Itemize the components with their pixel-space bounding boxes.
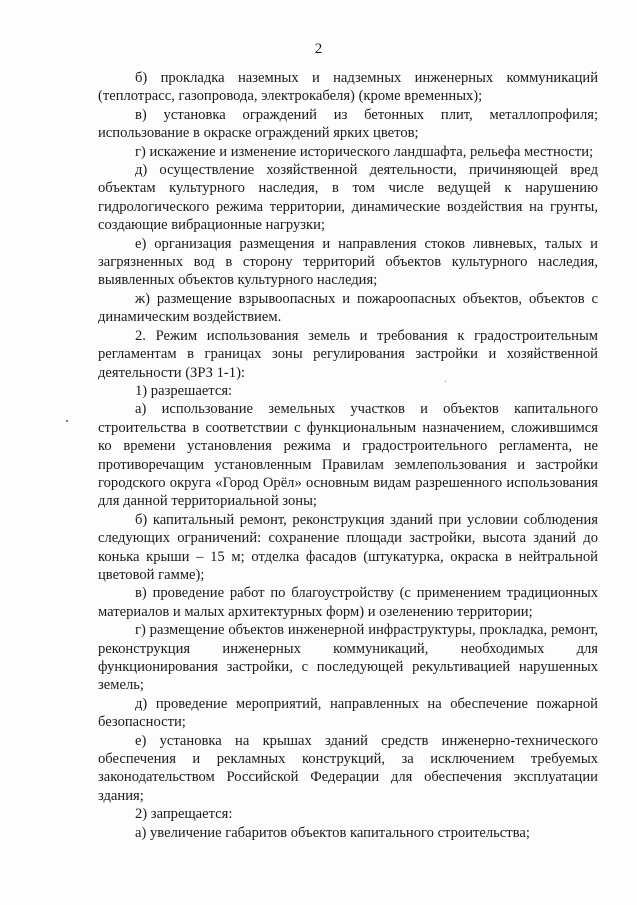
- paragraph: д) осуществление хозяйственной деятельности, причиняющей вред объектам культурного наследия, в том числе ведущей к нарушению гидрологического режима территории, динамические воздействия на грунты, создающие вибрационные нагрузки;: [98, 162, 598, 234]
- paragraph: г) размещение объектов инженерной инфраструктуры, прокладка, ремонт, реконструкция инженерных коммуникаций, необходимых для функционирования застройки, с последующей рекультивацией нарушенных земель;: [98, 622, 598, 694]
- paragraph: 2) запрещается:: [135, 806, 233, 823]
- paragraph: б) прокладка наземных и надземных инженерных коммуникаций (теплотрасс, газопровода, электрокабеля) (кроме временных);: [98, 70, 598, 105]
- paragraph: а) использование земельных участков и объектов капитального строительства в соответствии с функциональным назначением, сложившимся ко времени установления режима и градостроительного регламента, не противоречащим установленным Правилам землепользования и застройки городского округа «Город Орёл» основным видам разрешенного использования для данной территориальной зоны;: [98, 401, 598, 510]
- paragraph: е) организация размещения и направления стоков ливневых, талых и загрязненных вод в сторону территорий объектов культурного наследия, выявленных объектов культурного наследия;: [98, 235, 598, 289]
- paragraph: в) установка ограждений из бетонных плит, металлопрофиля; использование в окраске ограждений ярких цветов;: [98, 106, 598, 142]
- paragraph: ж) размещение взрывоопасных и пожароопасных объектов, объектов с динамическим воздействием.: [98, 290, 598, 326]
- scan-speck: [445, 381, 446, 382]
- paragraph: д) проведение мероприятий, направленных на обеспечение пожарной безопасности;: [98, 695, 598, 731]
- paragraph: г) искажение и изменение исторического ландшафта, рельефа местности;: [135, 143, 594, 160]
- paragraph: а) увеличение габаритов объектов капитального строительства;: [135, 824, 530, 841]
- paragraph: 2. Режим использования земель и требования к градостроительным регламентам в границах зоны регулирования застройки и хозяйственной деятельности (ЗРЗ 1-1):: [98, 327, 598, 381]
- page-number: 2: [314, 41, 323, 57]
- paragraph: б) капитальный ремонт, реконструкция зданий при условии соблюдения следующих ограничений: сохранение площади застройки, высота зданий до конька крыши – 15 м; отделка фасадов (штукатурка, окраска в нейтральной цветовой гамме);: [98, 511, 598, 583]
- document-body: [98, 69, 598, 842]
- paragraph: 1) разрешается:: [135, 382, 233, 399]
- paragraph: в) проведение работ по благоустройству (с применением традиционных материалов и малых архитектурных форм) и озеленению территории;: [98, 585, 598, 620]
- paragraph: е) установка на крышах зданий средств инженерно-технического обеспечения и рекламных конструкций, за исключением требуемых законодательством Российской Федерации для обеспечения эксплуатации здания;: [98, 732, 598, 804]
- scan-speck: [66, 420, 68, 422]
